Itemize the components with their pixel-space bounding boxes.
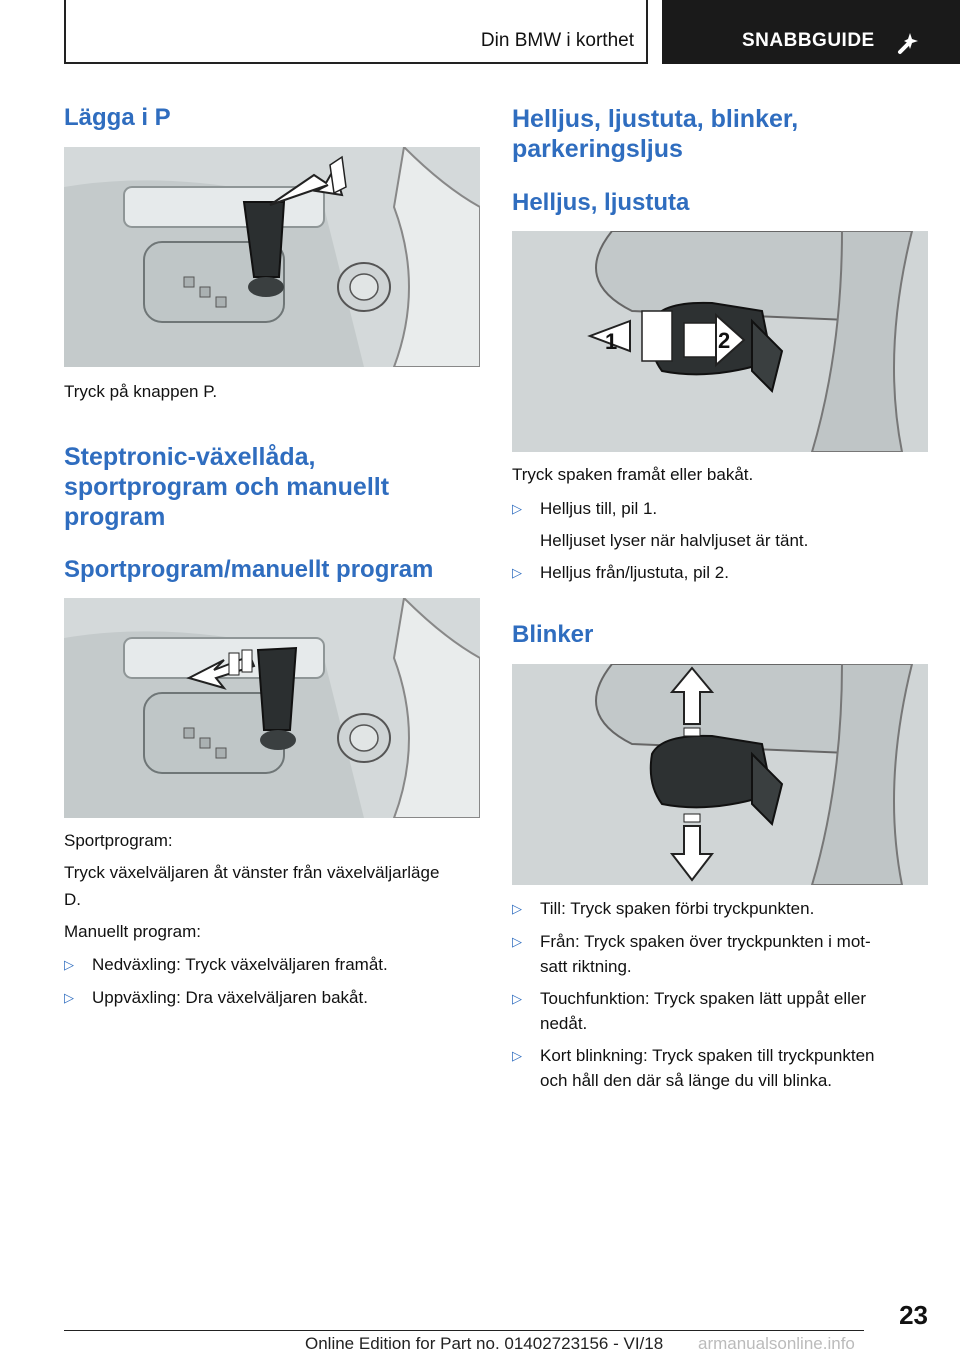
heading-helljus-ljustuta: Helljus, ljustuta [512,189,690,216]
gear-selector-sport-image [64,598,480,818]
edition-text: Online Edition for Part no. 01402723156 - VI/18 [305,1334,664,1353]
heading-steptronic-1: Steptronic-växellåda, [64,443,316,471]
triangle-bullet-icon: ▷ [64,990,74,1005]
heading-steptronic-3: program [64,503,166,531]
heading-helljus-main-1: Helljus, ljustuta, blinker, [512,105,799,133]
triangle-bullet-icon: ▷ [512,901,522,916]
list-item: ▷ Till: Tryck spaken förbi tryckpunkten. [512,897,928,921]
paragraph-sport-instruction-2: D. [64,890,81,909]
paragraph-press-p: Tryck på knappen P. [64,382,218,401]
arrow-label-2: 2 [718,328,731,353]
header-chapter-tab [64,0,648,64]
triangle-bullet-icon: ▷ [512,934,522,949]
chapter-title: Din BMW i korthet [480,30,634,51]
paragraph-high-beam-note: Helljuset lyser när halvljuset är tänt. [540,531,809,550]
list-item: ▷ Uppväxling: Dra växelväljaren bakåt. [64,986,480,1010]
list-item: ▷ Helljus från/ljustuta, pil 2. [512,561,928,585]
list-item: ▷ Nedväxling: Tryck växelväljaren framåt. [64,953,480,977]
heading-lagga-i-p: Lägga i P [64,104,171,131]
paragraph-sport-instruction-1: Tryck växelväljaren åt vänster från växelväljarläge [64,863,440,882]
heading-sportprogram: Sportprogram/manuellt program [64,556,434,583]
list-item: ▷ Kort blinkning: Tryck spaken till tryckpunkten och håll den där så länge du vill blinka. [512,1046,875,1090]
heading-steptronic-2: sportprogram och manuellt [64,473,390,501]
list-item: ▷ Helljus till, pil 1. [512,497,928,521]
footer-divider [64,1330,864,1331]
high-beam-lever-image [512,231,928,452]
paragraph-push-lever: Tryck spaken framåt eller bakåt. [512,465,754,484]
triangle-bullet-icon: ▷ [512,565,522,580]
triangle-bullet-icon: ▷ [512,501,522,516]
paragraph-manual-label: Manuellt program: [64,922,202,941]
triangle-bullet-icon: ▷ [512,1048,522,1063]
heading-blinker: Blinker [512,621,594,648]
list-item: ▷ Touchfunktion: Tryck spaken lätt uppåt eller nedåt. [512,989,867,1033]
page-number: 23 [899,1300,928,1330]
section-title: SNABBGUIDE [742,30,875,51]
turn-signal-lever-image [512,664,928,885]
list-item: ▷ Från: Tryck spaken över tryckpunkten i mot‐ satt riktning. [512,932,871,976]
triangle-bullet-icon: ▷ [512,991,522,1006]
wrench-star-icon [896,30,922,56]
gear-selector-park-image [64,147,480,367]
watermark-text: armanualsonline.info [698,1334,855,1353]
heading-helljus-main-2: parkeringsljus [512,135,683,163]
triangle-bullet-icon: ▷ [64,957,74,972]
paragraph-sportprogram-label: Sportprogram: [64,831,173,850]
arrow-label-1: 1 [605,329,618,354]
